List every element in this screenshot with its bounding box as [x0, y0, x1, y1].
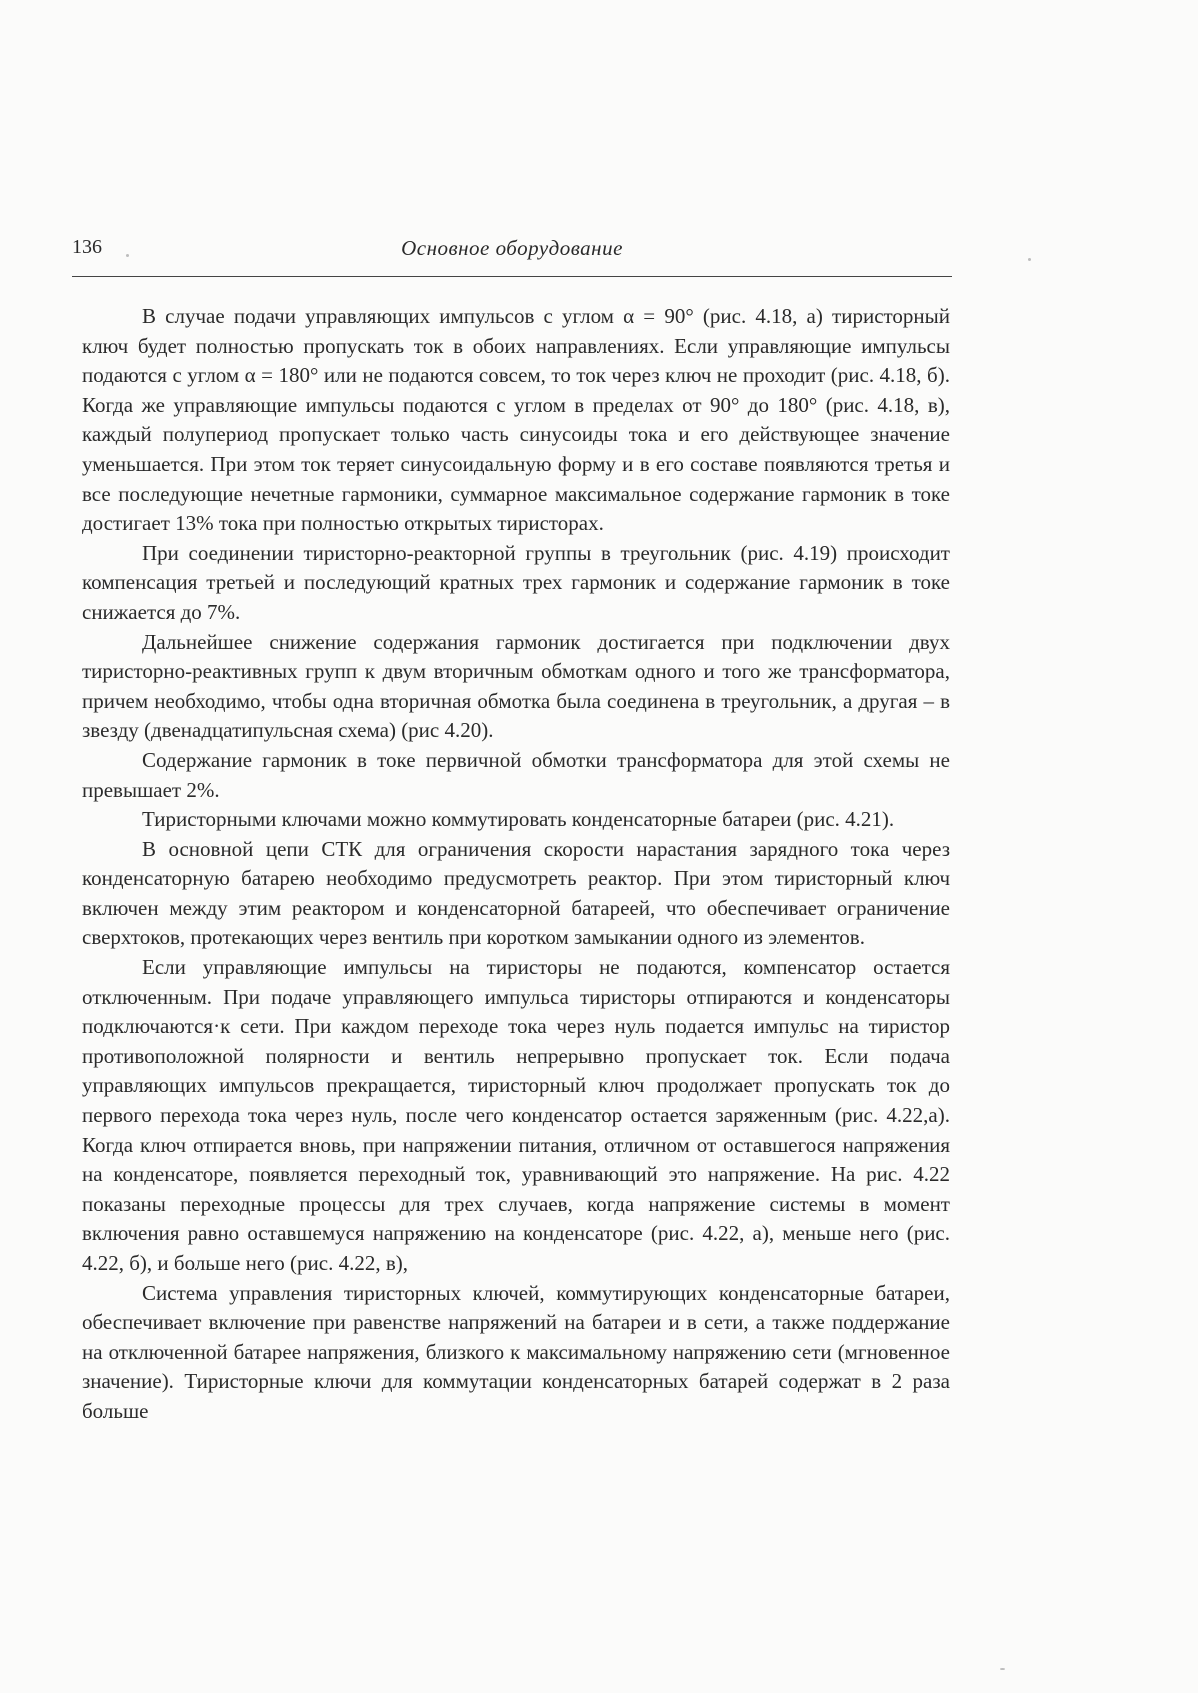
scan-speck	[1028, 258, 1031, 261]
paragraph: Система управления тиристорных ключей, коммутирующих конденсаторные батареи, обеспечивает включение при равенстве напряжений на батареи и в сети, а также поддержание на отключенной батарее напряжения, близкого к максимальному напряжению сети (мгновенное значение). Тиристорные ключи для коммутации конденсаторных батарей содержат в 2 раза больше	[82, 1280, 950, 1423]
running-title: Основное оборудование	[401, 236, 623, 260]
paragraph: При соединении тиристорно-реакторной группы в треугольник (рис. 4.19) происходит компенсация третьей и последующий кратных трех гармоник и содержание гармоник в токе снижается до 7%.	[82, 540, 950, 624]
page-header	[72, 236, 952, 268]
paragraph: Тиристорными ключами можно коммутировать конденсаторные батареи (рис. 4.21).	[142, 807, 895, 832]
body-text	[82, 302, 950, 1427]
page-number: 136	[72, 236, 102, 258]
scan-speck	[1000, 1668, 1005, 1670]
scan-speck	[126, 254, 129, 257]
header-divider	[72, 276, 952, 277]
paragraph: Содержание гармоник в токе первичной обмотки трансформатора для этой схемы не превышает 2%.	[82, 747, 950, 802]
paragraph: В основной цепи СТК для ограничения скорости нарастания зарядного тока через конденсаторную батарею необходимо предусмотреть реактор. При этом тиристорный ключ включен между этим реактором и конденсаторной батареей, что обеспечивает ограничение сверхтоков, протекающих через вентиль при коротком замыкании одного из элементов.	[82, 836, 950, 950]
paragraph: Если управляющие импульсы на тиристоры не подаются, компенсатор остается отключенным. При подаче управляющего импульса тиристоры отпираются и конденсаторы подключаются·к сети. При каждом переходе тока через нуль подается импульс на тиристор противоположной полярности и вентиль непрерывно пропускает ток. Если подача управляющих импульсов прекращается, тиристорный ключ продолжает пропускать ток до первого перехода тока через нуль, после чего конденсатор остается заряженным (рис. 4.22,а). Когда ключ отпирается вновь, при напряжении питания, отличном от оставшегося напряжения на конденсаторе, появляется переходный ток, уравнивающий это напряжение. На рис. 4.22 показаны переходные процессы для трех случаев, когда напряжение системы в момент включения равно оставшемуся напряжению на конденсаторе (рис. 4.22, а), меньше него (рис. 4.22, б), и больше него (рис. 4.22, в),	[82, 955, 950, 1275]
paragraph: Дальнейшее снижение содержания гармоник достигается при подключении двух тиристорно-реактивных групп к двум вторичным обмоткам одного и того же трансформатора, причем необходимо, чтобы одна вторичная обмотка была соединена в треугольник, а другая – в звезду (двенадцатипульсная схема) (рис 4.20).	[82, 629, 950, 743]
paragraph: В случае подачи управляющих импульсов с углом α = 90° (рис. 4.18, а) тиристорный ключ будет полностью пропускать ток в обоих направлениях. Если управляющие импульсы подаются с углом α = 180° или не подаются совсем, то ток через ключ не проходит (рис. 4.18, б). Когда же управляющие импульсы подаются с углом в пределах от 90° до 180° (рис. 4.18, в), каждый полупериод пропускает только часть синусоиды тока и его действующее значение уменьшается. При этом ток теряет синусоидальную форму и в его составе появляются третья и все последующие нечетные гармоники, суммарное максимальное содержание гармоник в токе достигает 13% тока при полностью открытых тиристорах.	[82, 304, 951, 536]
